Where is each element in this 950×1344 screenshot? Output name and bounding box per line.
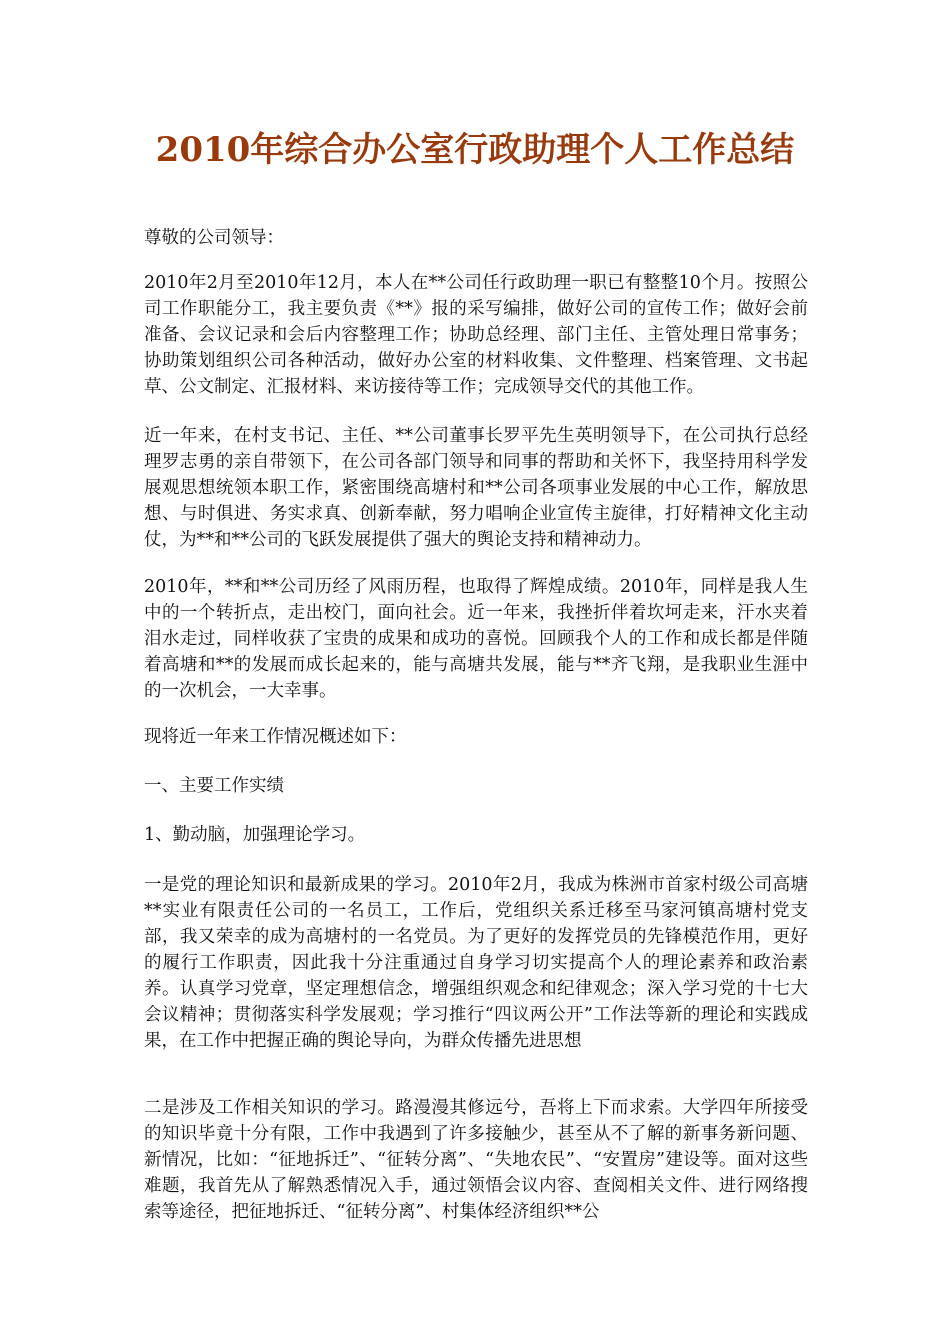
paragraph-3 — [144, 574, 808, 704]
paragraph-text: 一是党的理论知识和最新成果的学习。2010年2月，我成为株洲市首家村级公司高塘**实业有限责任公司的一名员工，工作后，党组织关系迁移至马家河镇高塘村党支部，我又荣幸的成为高塘村的一名党员。为了更好的发挥党员的先锋模范作用，更好的履行工作职责，因此我十分注重通过自身学习切实提高个人的理论素养和政治素养。认真学习党章，坚定理想信念，增强组织观念和纪律观念；深入学习党的十七大会议精神；贯彻落实科学发展观；学习推行“四议两公开”工作法等新的理论和实践成果，在工作中把握正确的舆论导向，为群众传播先进思想 — [144, 875, 808, 1051]
paragraph-2 — [144, 423, 808, 553]
paragraph-8 — [144, 1095, 808, 1225]
paragraph-4 — [144, 724, 808, 750]
subsection-heading-text: 1、勤动脑，加强理论学习。 — [144, 825, 366, 845]
paragraph-text: 现将近一年来工作情况概述如下： — [144, 727, 407, 747]
paragraph-text: 2010年，**和**公司历经了风雨历程，也取得了辉煌成绩。2010年，同样是我人生中的一个转折点，走出校门，面向社会。近一年来，我挫折伴着坎坷走来，汗水夹着泪水走过，同样收获了宝贵的成果和成功的喜悦。回顾我个人的工作和成长都是伴随着高塘和**的发展而成长起来的，能与高塘共发展，能与**齐飞翔，是我职业生涯中的一次机会，一大幸事。 — [144, 577, 808, 701]
document-title: 2010年综合办公室行政助理个人工作总结 — [155, 130, 795, 170]
salutation — [144, 225, 808, 251]
paragraph-text: 2010年2月至2010年12月，本人在**公司任行政助理一职已有整整10个月。按照公司工作职能分工，我主要负责《**》报的采写编排，做好公司的宣传工作；做好会前准备、会议记录和会后内容整理工作；协助总经理、部门主任、主管处理日常事务；协助策划组织公司各种活动，做好办公室的材料收集、文件整理、档案管理、文书起草、公文制定、汇报材料、来访接待等工作；完成领导交代的其他工作。 — [144, 273, 808, 397]
paragraph-text: 二是涉及工作相关知识的学习。路漫漫其修远兮，吾将上下而求索。大学四年所接受的知识毕竟十分有限，工作中我遇到了许多接触少，甚至从不了解的新事务新问题、新情况，比如：“征地拆迁”、“征转分离”、“失地农民”、“安置房”建设等。面对这些难题，我首先从了解熟悉情况入手，通过领悟会议内容、查阅相关文件、进行网络搜索等途径，把征地拆迁、“征转分离”、村集体经济组织**公 — [144, 1098, 808, 1222]
paragraph-1 — [144, 270, 808, 400]
subsection-heading — [144, 822, 808, 848]
section-heading-text: 一、主要工作实绩 — [144, 776, 284, 796]
paragraph-text: 近一年来，在村支书记、主任、**公司董事长罗平先生英明领导下，在公司执行总经理罗志勇的亲自带领下，在公司各部门领导和同事的帮助和关怀下，我坚持用科学发展观思想统领本职工作，紧密围绕高塘村和**公司各项事业发展的中心工作，解放思想、与时俱进、务实求真、创新奉献，努力唱响企业宣传主旋律，打好精神文化主动仗，为**和**公司的飞跃发展提供了强大的舆论支持和精神动力。 — [144, 426, 808, 550]
salutation-text: 尊敬的公司领导： — [144, 228, 284, 248]
paragraph-7 — [144, 872, 808, 1054]
section-heading — [144, 773, 808, 799]
